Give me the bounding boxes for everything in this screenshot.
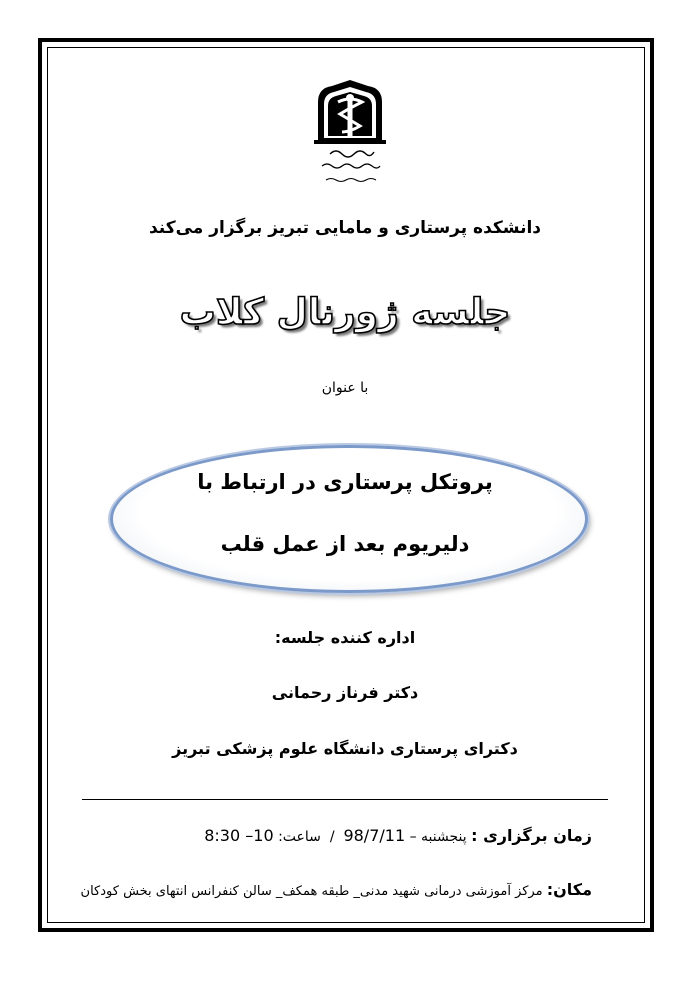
hour-label: ساعت: [278,829,321,845]
topic-line-1: پروتکل پرستاری در ارتباط با [197,470,493,494]
location-row [81,880,592,899]
time-label: زمان برگزاری : [471,826,592,845]
event-title: جلسه ژورنال کلاب [179,292,511,333]
schedule-row [204,826,592,845]
moderator-title: دکترای پرستاری دانشگاه علوم پزشکی تبریز [172,739,518,758]
moderator-name: دکتر فرناز رحمانی [271,683,419,702]
location-value: مرکز آموزشی درمانی شهید مدنی_ طبقه همکف_ سالن کنفرانس انتهای بخش کودکان [80,884,543,899]
subtitle-label: با عنوان [321,380,369,396]
divider [82,799,608,800]
date-separator: / [329,829,335,845]
hours-text: 10– 8:30 [204,826,274,845]
organizer-line: دانشکده پرستاری و مامایی تبریز برگزار می‌کند [148,218,542,238]
date-text: 98/7/11 [343,826,406,845]
moderator-label: اداره کننده جلسه: [274,628,416,647]
day-text: پنجشنبه – [409,829,467,845]
university-emblem-icon [300,76,400,198]
location-label: مکان: [546,880,592,899]
topic-line-2: دلیریوم بعد از عمل قلب [220,532,470,556]
topic-ellipse [110,445,588,593]
